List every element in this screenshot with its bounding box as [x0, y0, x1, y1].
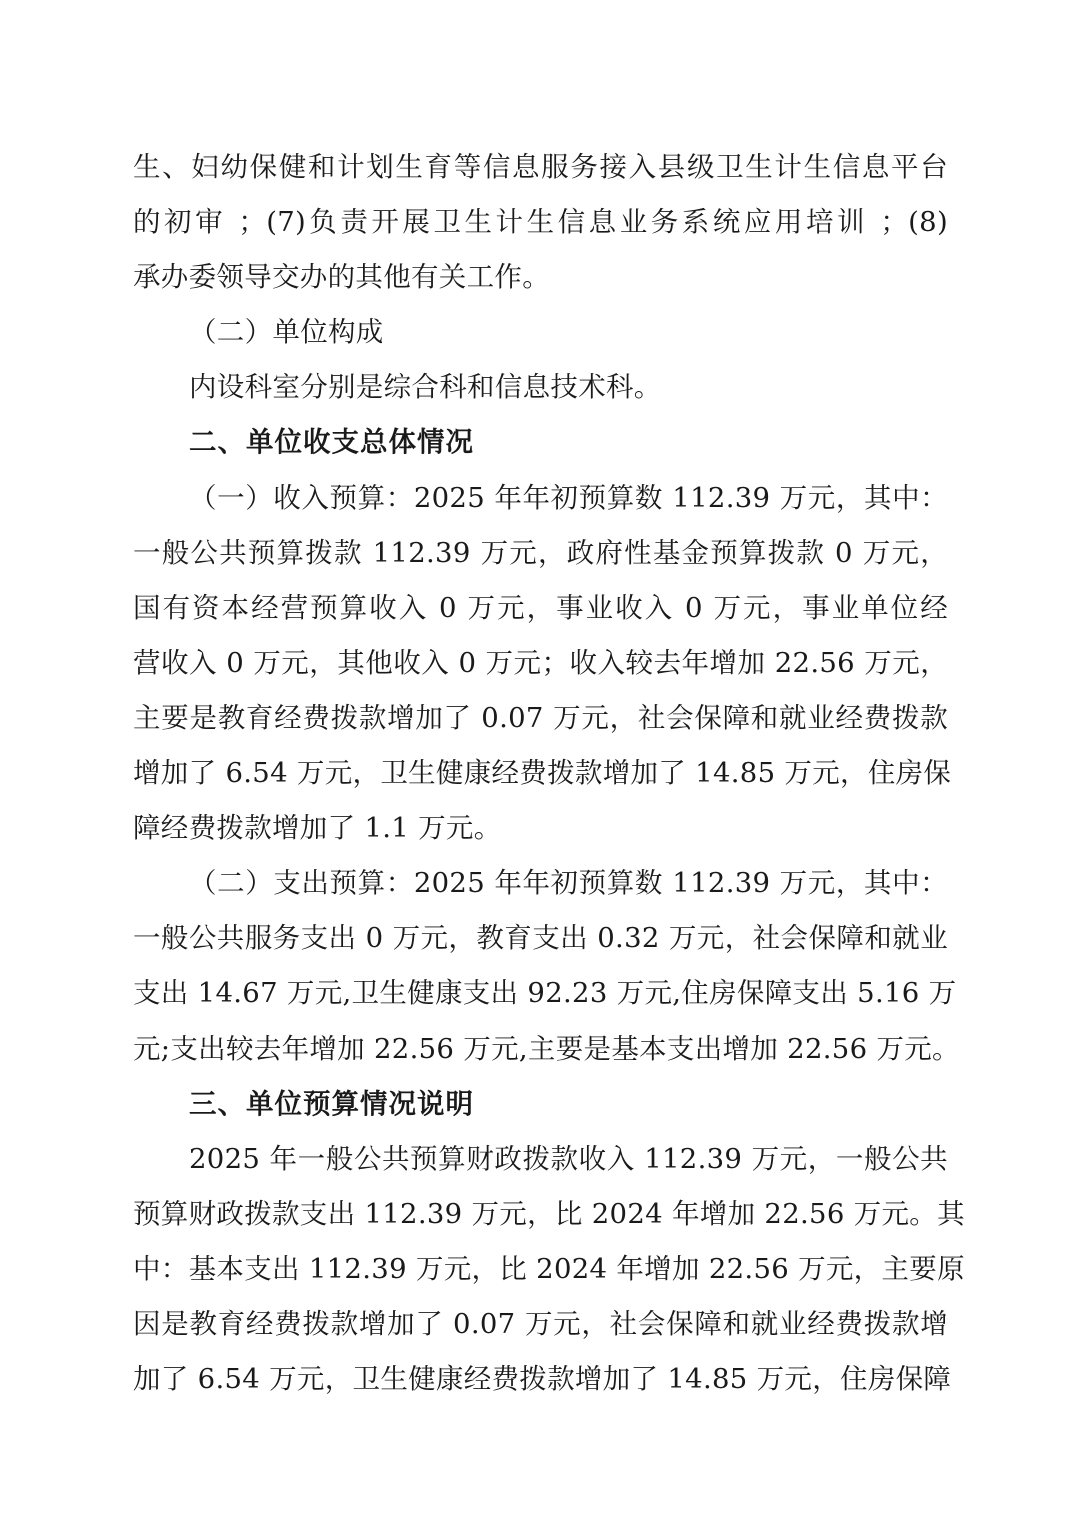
paragraph-line: 元;支出较去年增加 22.56 万元,主要是基本支出增加 22.56 万元。: [133, 1032, 960, 1065]
section-heading: 二、单位收支总体情况: [189, 426, 474, 459]
section-subheading: （二）单位构成: [189, 316, 384, 349]
paragraph-line: 国有资本经营预算收入 0 万元，事业收入 0 万元，事业单位经: [133, 591, 948, 624]
paragraph-line: （二）支出预算：2025 年年初预算数 112.39 万元，其中：: [189, 867, 948, 900]
paragraph-line: 因是教育经费拨款增加了 0.07 万元，社会保障和就业经费拨款增: [133, 1307, 948, 1340]
paragraph-line: 预算财政拨款支出 112.39 万元，比 2024 年增加 22.56 万元。其: [133, 1197, 965, 1230]
paragraph-line: 支出 14.67 万元,卫生健康支出 92.23 万元,住房保障支出 5.16 万: [133, 977, 957, 1010]
paragraph-line: 的初审 ；(7)负责开展卫生计生信息业务系统应用培训 ；(8): [133, 206, 948, 239]
paragraph-line: 增加了 6.54 万元，卫生健康经费拨款增加了 14.85 万元，住房保: [133, 757, 952, 790]
paragraph-line: 主要是教育经费拨款增加了 0.07 万元，社会保障和就业经费拨款: [133, 701, 948, 734]
paragraph-line: 中：基本支出 112.39 万元，比 2024 年增加 22.56 万元，主要原: [133, 1252, 965, 1285]
paragraph-line: 营收入 0 万元，其他收入 0 万元；收入较去年增加 22.56 万元，: [133, 646, 948, 679]
paragraph-line: 加了 6.54 万元，卫生健康经费拨款增加了 14.85 万元，住房保障: [133, 1363, 952, 1396]
document-page: [133, 140, 965, 1407]
paragraph-line: 障经费拨款增加了 1.1 万元。: [133, 812, 502, 845]
paragraph-line: 生、妇幼保健和计划生育等信息服务接入县级卫生计生信息平台: [133, 151, 948, 183]
paragraph-line: 内设科室分别是综合科和信息技术科。: [189, 371, 662, 404]
paragraph-line: 2025 年一般公共预算财政拨款收入 112.39 万元，一般公共: [189, 1142, 948, 1175]
paragraph-line: （一）收入预算：2025 年年初预算数 112.39 万元，其中：: [189, 481, 948, 514]
paragraph-line: 一般公共服务支出 0 万元，教育支出 0.32 万元，社会保障和就业: [133, 922, 948, 955]
paragraph-line: 承办委领导交办的其他有关工作。: [133, 261, 550, 294]
paragraph-line: 一般公共预算拨款 112.39 万元，政府性基金预算拨款 0 万元，: [133, 536, 948, 569]
section-heading: 三、单位预算情况说明: [189, 1087, 474, 1120]
